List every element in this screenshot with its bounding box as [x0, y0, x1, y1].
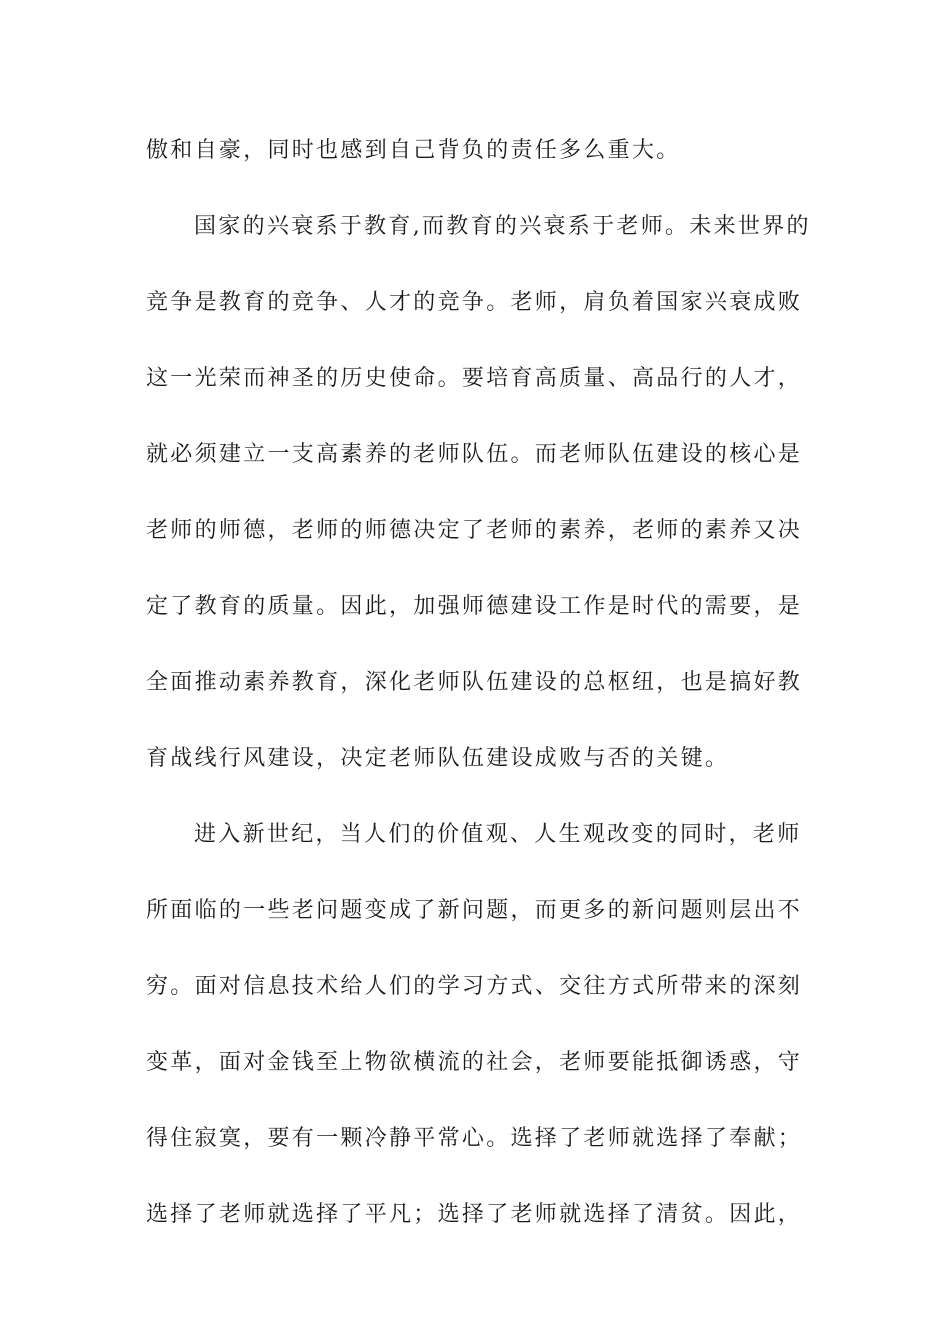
- paragraph-line: 所面临的一些老问题变成了新问题，而更多的新问题则层出不: [146, 898, 803, 923]
- paragraph-line: 选择了老师就选择了平凡；选择了老师就选择了清贫。因此，: [146, 1202, 803, 1227]
- paragraph-line: 穷。面对信息技术给人们的学习方式、交往方式所带来的深刻: [146, 974, 803, 999]
- paragraph-line: 变革，面对金钱至上物欲横流的社会，老师要能抵御诱惑，守: [146, 1050, 803, 1075]
- paragraph-line: 就必须建立一支高素养的老师队伍。而老师队伍建设的核心是: [146, 442, 803, 467]
- paragraph-line: 育战线行风建设，决定老师队伍建设成败与否的关键。: [146, 746, 730, 771]
- paragraph-line: 全面推动素养教育，深化老师队伍建设的总枢纽，也是搞好教: [146, 670, 803, 695]
- paragraph-line: 得住寂寞，要有一颗冷静平常心。选择了老师就选择了奉献；: [146, 1126, 803, 1151]
- paragraph-line: 国家的兴衰系于教育,而教育的兴衰系于老师。未来世界的: [194, 214, 811, 239]
- paragraph-line: 进入新世纪，当人们的价值观、人生观改变的同时，老师: [194, 822, 802, 847]
- paragraph-line: 傲和自豪，同时也感到自己背负的责任多么重大。: [146, 138, 681, 163]
- paragraph-line: 这一光荣而神圣的历史使命。要培育高质量、高品行的人才，: [146, 366, 803, 391]
- paragraph-line: 定了教育的质量。因此，加强师德建设工作是时代的需要，是: [146, 594, 803, 619]
- paragraph-line: 竞争是教育的竞争、人才的竞争。老师，肩负着国家兴衰成败: [146, 290, 803, 315]
- paragraph-line: 老师的师德，老师的师德决定了老师的素养，老师的素养又决: [146, 518, 803, 543]
